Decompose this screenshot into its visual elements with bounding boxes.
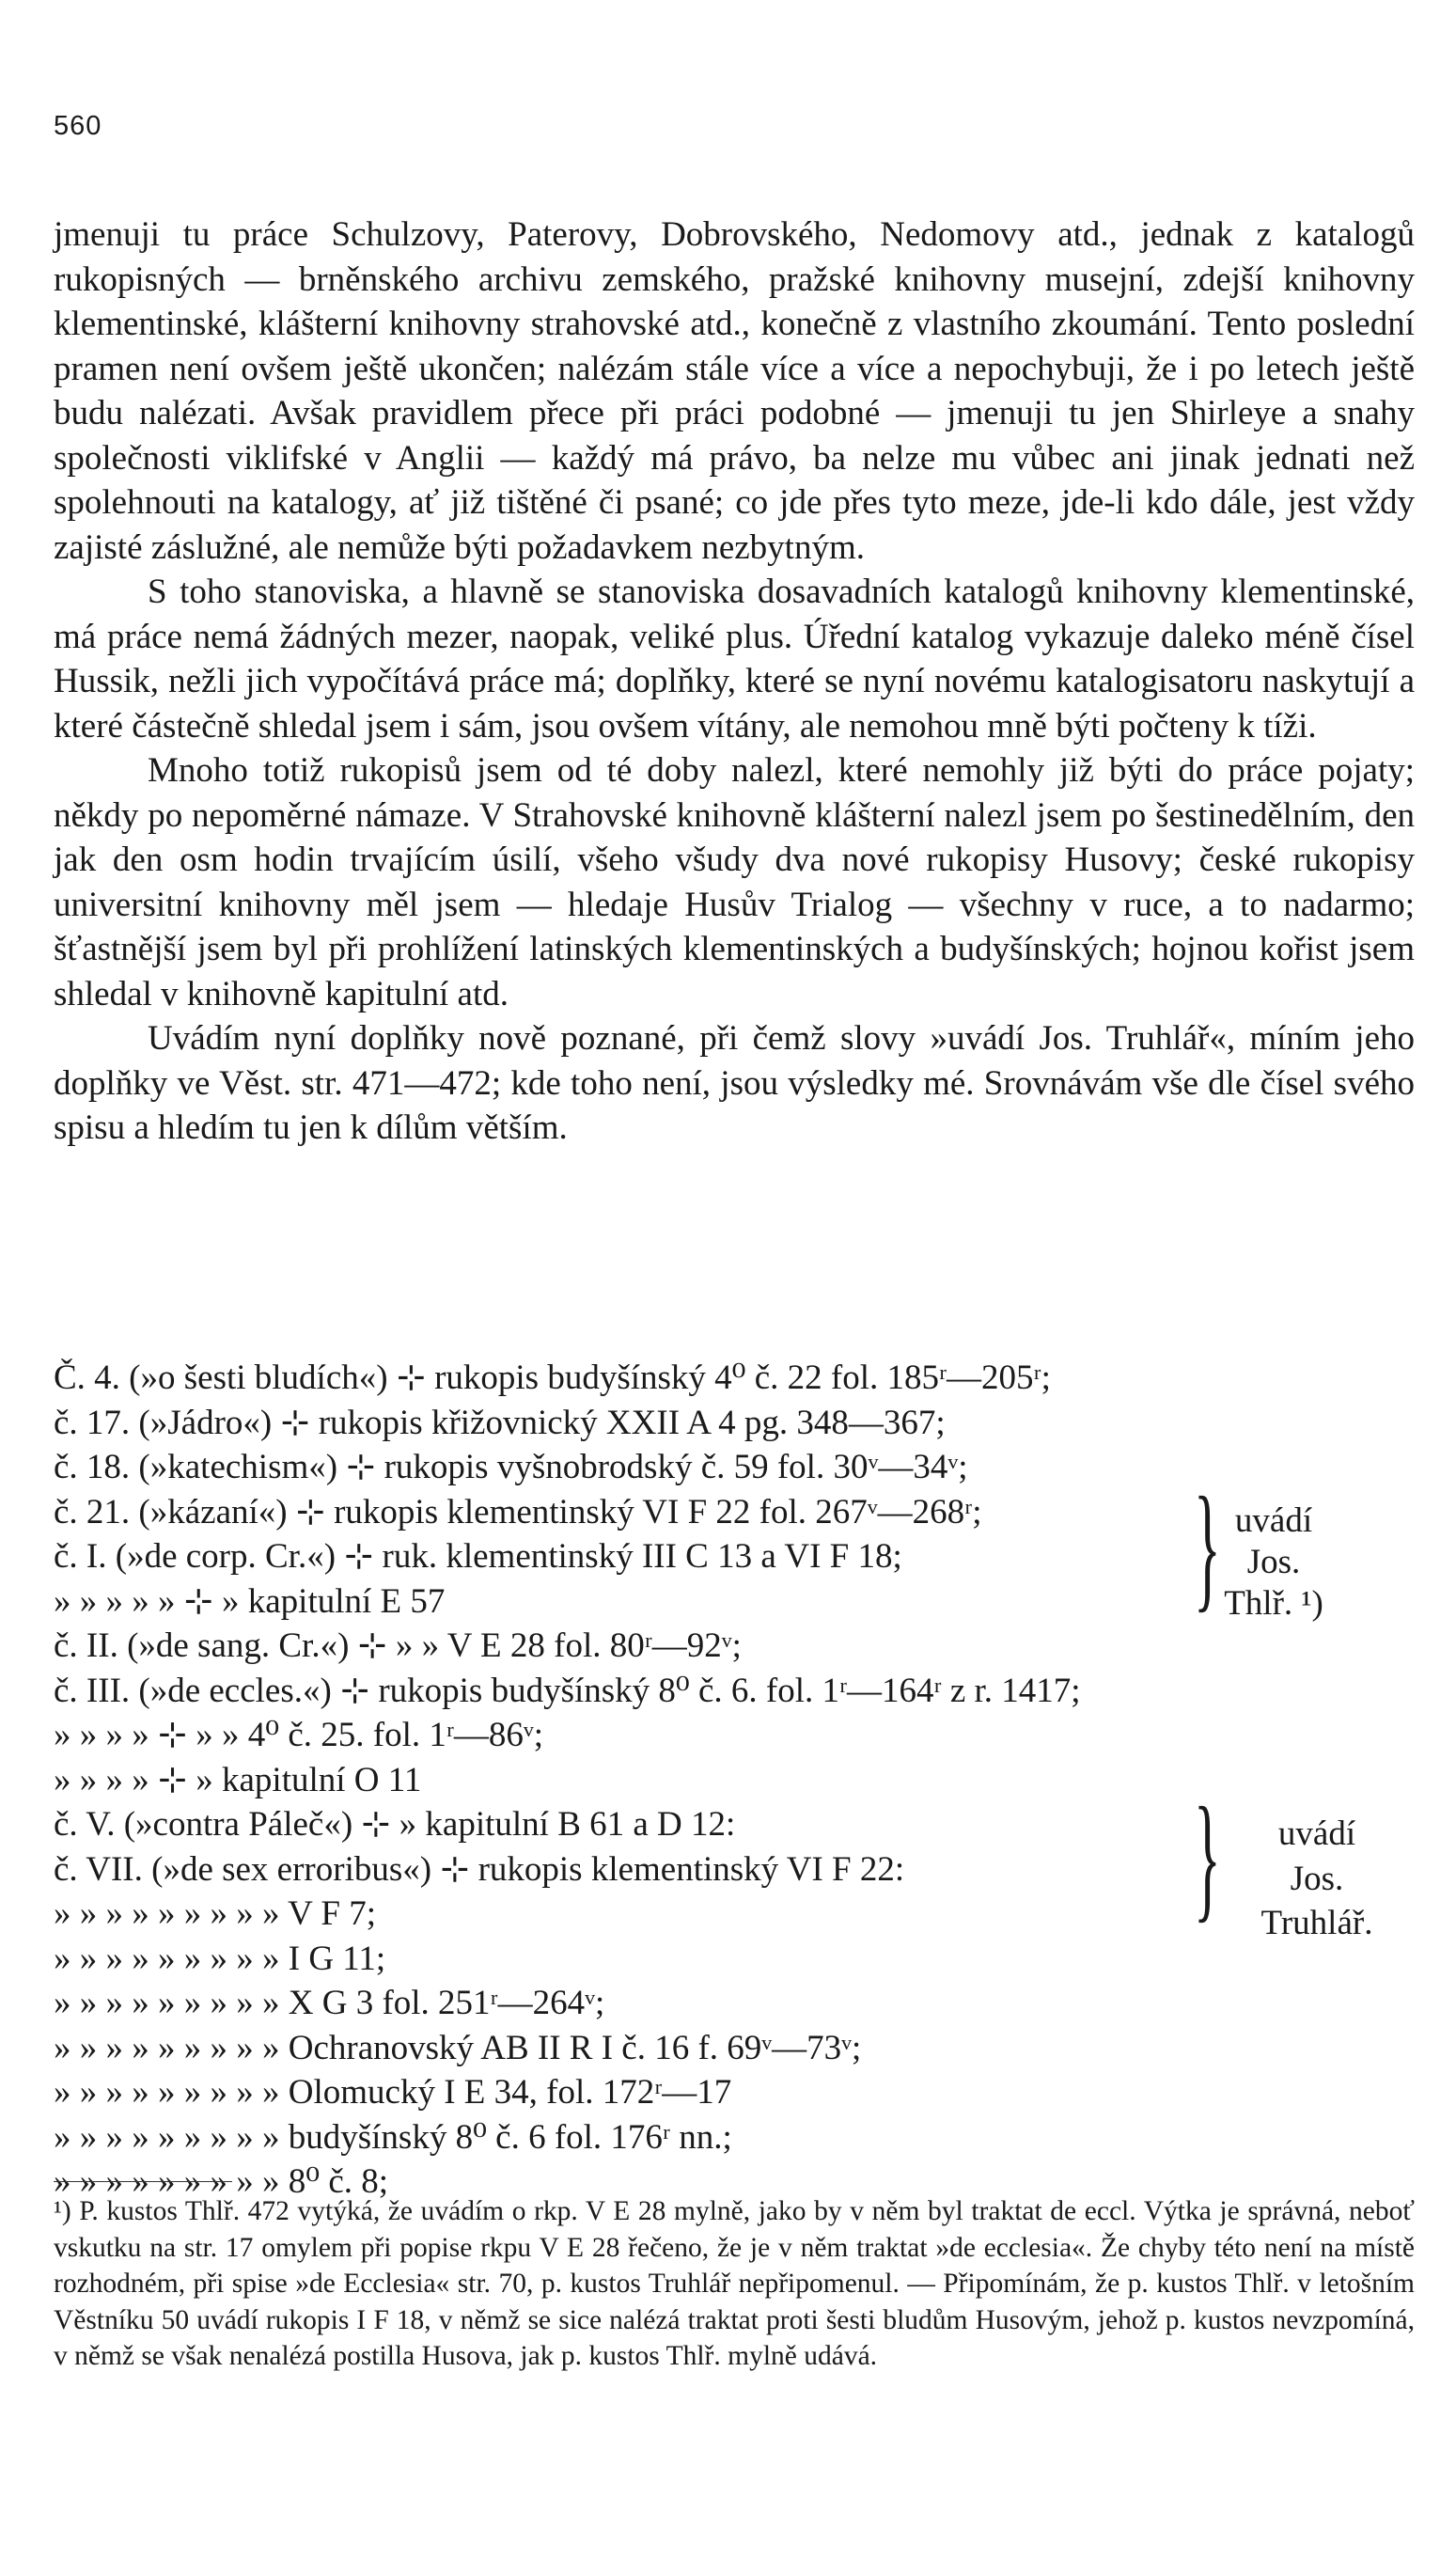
list-row <box>54 1981 1415 2026</box>
body-text <box>54 212 1415 1151</box>
list-row-text: č. 17. (»Jádro«) ⊹ rukopis křižovnický XXII A 4 pg. 348—367; <box>54 1403 946 1442</box>
list-row-text: Č. 4. (»o šesti bludích«) ⊹ rukopis budyšínský 4⁰ č. 22 fol. 185ʳ—205ʳ; <box>54 1359 1051 1397</box>
brace-note-2-line-3: Truhlář. <box>1260 1904 1373 1942</box>
brace-note-2-line-2: Jos. <box>1290 1859 1344 1898</box>
brace-note-2 <box>1228 1812 1406 1946</box>
list-row <box>54 1356 1415 1401</box>
list-row-text: č. VII. (»de sex erroribus«) ⊹ rukopis klementinský VI F 22: <box>54 1849 905 1889</box>
paragraph-2: S toho stanoviska, a hlavně se stanoviska dosavadních katalogů knihovny klementinské, má práce nemá žádných mezer, naopak, veliké plus. Úřední katalog vykazuje daleko méně čísel Hussik, nežli jich vypočítává práce má; doplňky, které se nyní novému katalogisatoru naskytují a které částečně shledal jsem i sám, jsou ovšem vítány, ale nemohou mně býti počteny k tíži. <box>54 573 1415 746</box>
brace-note-2-line-1: uvádí <box>1277 1814 1356 1853</box>
list-row-text: č. 21. (»kázaní«) ⊹ rukopis klementinský VI F 22 fol. 267ᵛ—268ʳ; <box>54 1492 982 1531</box>
brace-note-1 <box>1213 1500 1335 1625</box>
page-number: 560 <box>54 111 102 141</box>
list-row-text: č. 18. (»katechism«) ⊹ rukopis vyšnobrodský č. 59 fol. 30ᵛ—34ᵛ; <box>54 1448 968 1486</box>
list-row <box>54 2070 1415 2115</box>
paragraph-4: Uvádím nyní doplňky nově poznané, při čemž slovy »uvádí Jos. Truhlář«, míním jeho doplňky ve Věst. str. 471—472; kde toho není, jsou výsledky mé. Srovnávám vše dle čísel svého spisu a hledím tu jen k dílům větším. <box>54 1019 1415 1147</box>
list-row <box>54 1624 1415 1669</box>
list-row <box>54 2115 1415 2160</box>
brace-note-1-line-3: Thlř. ¹) <box>1224 1584 1323 1623</box>
footnote-rule <box>54 2181 232 2182</box>
list-row <box>54 1713 1415 1758</box>
paragraph-3: Mnoho totiž rukopisů jsem od té doby nalezl, které nemohly již býti do práce pojaty; někdy po nepoměrné námaze. V Strahovské knihovně klášterní nalezl jsem po šestinedělním, den jak den osm hodin trvajícím úsilí, všeho všudy dva nové rukopisy Husovy; české rukopisy universitní knihovny měl jsem — hledaje Husův Trialog — všechny v ruce, a to nadarmo; šťastnější jsem byl při prohlížení latinských klementinských a budyšínských; hojnou kořist jsem shledal v knihovně kapitulní atd. <box>54 751 1415 1013</box>
list-row-text: » » » » » ⊹ » kapitulní E 57 <box>54 1581 446 1621</box>
list-row <box>54 1937 1415 1982</box>
list-row-text: » » » » » » » » » budyšínský 8⁰ č. 6 fol. 176ʳ nn.; <box>54 2117 732 2157</box>
list-row-text: č. III. (»de eccles.«) ⊹ rukopis budyšínský 8⁰ č. 6. fol. 1ʳ—164ʳ z r. 1417; <box>54 1671 1081 1710</box>
list-row-text: č. I. (»de corp. Cr.«) ⊹ ruk. klementinský III C 13 a VI F 18; <box>54 1537 902 1576</box>
list-row <box>54 1401 1415 1446</box>
brace-2: } <box>1194 1779 1221 1935</box>
brace-note-1-line-1: uvádí <box>1234 1501 1313 1540</box>
list-row-text: č. II. (»de sang. Cr.«) ⊹ » » V E 28 fol. 80ʳ—92ᵛ; <box>54 1626 742 1665</box>
list-row-text: » » » » » » » » » 8⁰ č. 8; <box>54 2162 389 2201</box>
brace-note-1-line-2: Jos. <box>1246 1543 1301 1581</box>
list-row-text: č. V. (»contra Páleč«) ⊹ » kapitulní B 61 a D 12: <box>54 1805 736 1844</box>
list-row-text: » » » » » » » » » V F 7; <box>54 1894 376 1933</box>
footnote: ¹) P. kustos Thlř. 472 vytýká, že uvádím o rkp. V E 28 mylně, jako by v něm byl traktat de eccl. Výtka je správná, neboť vskutku na str. 17 omylem při popise rkpu V E 28 řečeno, že je v něm traktat »de ecclesia«. Že chyby této není na místě rozhodném, při spise »de Ecclesia« str. 70, p. kustos Truhlář nepřipomenul. — Připomínám, že p. kustos Thlř. v letošním Věstníku 50 uvádí rukopis I F 18, v němž se sice nalézá traktat proti šesti bludům Husovým, jehož p. kustos nevzpomíná, v němž se však nenalézá postilla Husova, jak p. kustos Thlř. mylně udává. <box>54 2196 1415 2371</box>
list-row-text: » » » » ⊹ » kapitulní O 11 <box>54 1760 422 1799</box>
list-row-text: » » » » » » » » » X G 3 fol. 251ʳ—264ᵛ; <box>54 1984 605 2022</box>
list-row-text: » » » » » » » » » Ochranovský AB II R I č. 16 f. 69ᵛ—73ᵛ; <box>54 2028 862 2067</box>
list-row-text: » » » » » » » » » I G 11; <box>54 1939 386 1978</box>
list-row <box>54 2026 1415 2071</box>
paragraph-1: jmenuji tu práce Schulzovy, Paterovy, Dobrovského, Nedomovy atd., jednak z katalogů rukopisných — brněnského archivu zemského, pražské knihovny musejní, zdejší knihovny klementinské, klášterní knihovny strahovské atd., konečně z vlastního zkoumání. Tento poslední pramen není ovšem ještě ukončen; nalézám stále více a více a nepochybuji, že i po letech ještě budu nalézati. Avšak pravidlem přece při práci podobné — jmenuji tu jen Shirleye a snahy společnosti viklifské v Anglii — každý má právo, ba nelze mu vůbec ani jinak jednati než spolehnouti na katalogy, ať již tištěné či psané; co jde přes tyto meze, jde-li kdo dále, jest vždy zajisté záslužné, ale nemůže býti požadavkem nezbytným. <box>54 215 1415 567</box>
brace-1: } <box>1194 1469 1221 1625</box>
list-row <box>54 1669 1415 1714</box>
list-row-text: » » » » » » » » » Olomucký I E 34, fol. 172ʳ—17 <box>54 2073 732 2112</box>
list-row-text: » » » » ⊹ » » 4⁰ č. 25. fol. 1ʳ—86ᵛ; <box>54 1716 544 1754</box>
